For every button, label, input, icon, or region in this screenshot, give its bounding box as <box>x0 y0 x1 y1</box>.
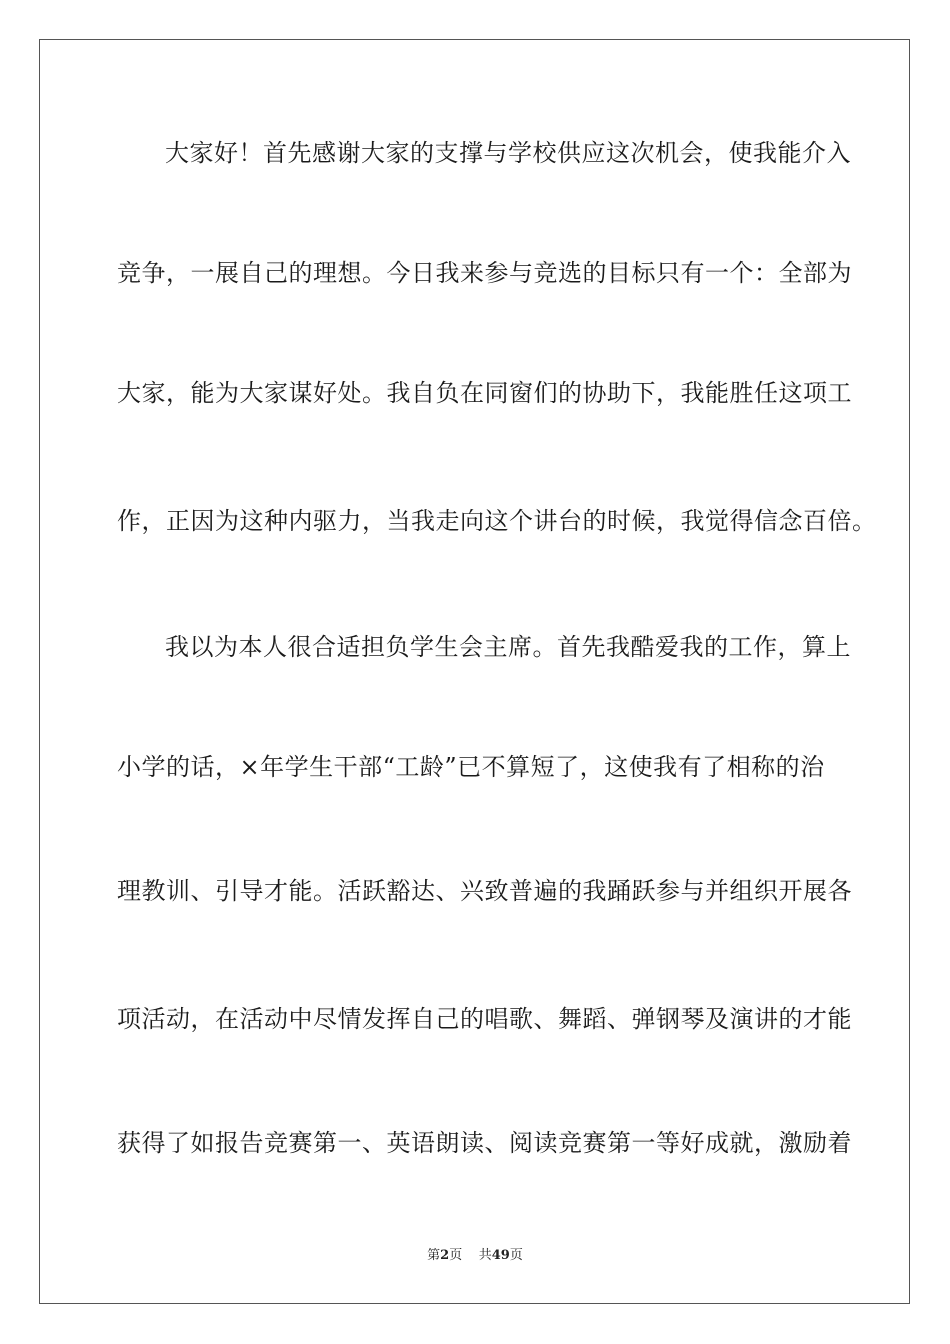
paragraph-1-line-2: 竞争，一展自己的理想。今日我来参与竞选的目标只有一个：全部为 <box>117 259 852 287</box>
page-number: 2 <box>440 1248 450 1263</box>
paragraph-2-line-3: 理教训、引导才能。活跃豁达、兴致普遍的我踊跃参与并组织开展各 <box>117 877 852 905</box>
paragraph-1-line-1: 大家好！首先感谢大家的支撑与学校供应这次机会，使我能介入 <box>165 139 851 167</box>
page-prefix: 第 <box>427 1248 441 1263</box>
page-suffix: 页 <box>449 1248 463 1263</box>
paragraph-1-line-4: 作，正因为这种内驱力，当我走向这个讲台的时候，我觉得信念百倍。 <box>117 507 877 535</box>
total-pages: 49 <box>491 1248 510 1263</box>
page-footer <box>0 1247 950 1265</box>
total-prefix: 共 <box>478 1248 492 1263</box>
paragraph-2-line-2: 小学的话，×年学生干部“工龄”已不算短了，这使我有了相称的治 <box>117 753 825 781</box>
paragraph-2-line-1: 我以为本人很合适担负学生会主席。首先我酷爱我的工作，算上 <box>165 633 851 661</box>
total-suffix: 页 <box>509 1248 523 1263</box>
paragraph-1-line-3: 大家，能为大家谋好处。我自负在同窗们的协助下，我能胜任这项工 <box>117 379 852 407</box>
paragraph-2-line-5: 获得了如报告竞赛第一、英语朗读、阅读竞赛第一等好成就，激励着 <box>117 1129 852 1157</box>
page-border <box>39 39 910 1304</box>
paragraph-2-line-4: 项活动，在活动中尽情发挥自己的唱歌、舞蹈、弹钢琴及演讲的才能 <box>117 1005 852 1033</box>
